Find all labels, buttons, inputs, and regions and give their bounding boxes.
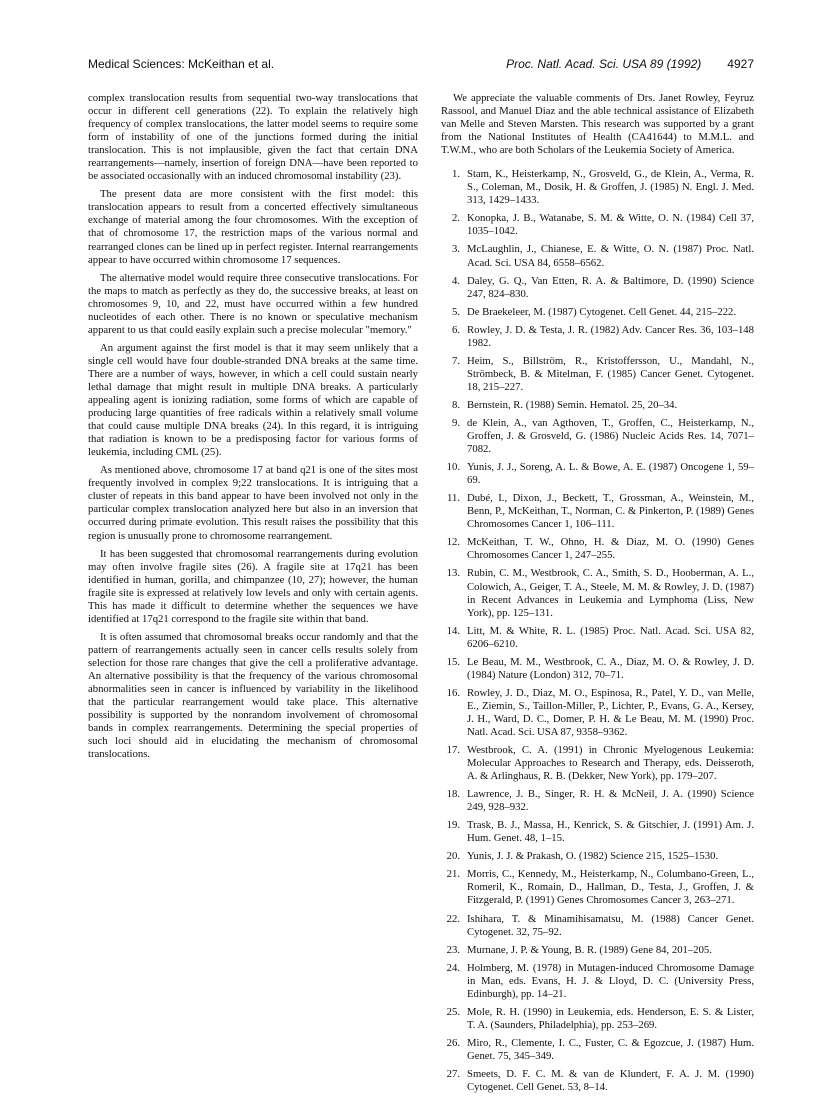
running-head-right bbox=[506, 57, 754, 71]
reference-item bbox=[441, 461, 754, 487]
reference-text: Miro, R., Clemente, I. C., Fuster, C. & Egozcue, J. (1987) Hum. Genet. 75, 345–349. bbox=[467, 1036, 754, 1062]
body-paragraph: The alternative model would require three consecutive translocations. For the maps to match as perfectly as they do, the successive breaks, at least on chromosomes 9, 10, and 22, must have occurred within a few hundred nucleotides of each other. There is no known or speculative mechanism apparent to us that could easily explain such a precise molecular "memory." bbox=[88, 271, 418, 336]
left-column bbox=[88, 92, 418, 766]
reference-item bbox=[441, 168, 754, 207]
reference-text: Ishihara, T. & Minamihisamatsu, M. (1988) Cancer Genet. Cytogenet. 32, 75–92. bbox=[467, 912, 754, 938]
reference-item bbox=[441, 243, 754, 269]
reference-text: Westbrook, C. A. (1991) in Chronic Myelogenous Leukemia: Molecular Approaches to Research and Therapy, eds. Deisseroth, A. & Arlinghaus, R. B. (Dekker, New York), pp. 179–207. bbox=[467, 744, 754, 783]
reference-text: Yunis, J. J. & Prakash, O. (1982) Science 215, 1525–1530. bbox=[467, 850, 719, 863]
body-paragraph: The present data are more consistent with the first model: this translocation appears to result from a concerted effectively simultaneous exchange of material among the four chromosomes. With the exception of that of chromosome 17, the restriction maps of the various normal and rearranged clones can be lined up in perfect register. Internal rearrangements appear to have occurred within chromosome 17 sequences. bbox=[88, 188, 418, 266]
reference-number: 6. bbox=[451, 323, 460, 336]
reference-item bbox=[441, 492, 754, 531]
reference-number: 3. bbox=[451, 243, 460, 256]
reference-text: Rowley, J. D. & Testa, J. R. (1982) Adv. Cancer Res. 36, 103–148 1982. bbox=[467, 323, 754, 349]
reference-list bbox=[441, 168, 754, 1094]
reference-text: Rubin, C. M., Westbrook, C. A., Smith, S. D., Hooberman, A. L., Colowich, A., Geiger, T. A., Steele, M. M. & Rowley, J. D. (1987) in Recent Advances in Leukemia and Lymphoma (Liss, New York), pp. 125–131. bbox=[467, 567, 754, 619]
reference-text: Mole, R. H. (1990) in Leukemia, eds. Henderson, E. S. & Lister, T. A. (Saunders, Philadelphia), pp. 253–269. bbox=[467, 1005, 754, 1031]
reference-number: 21. bbox=[446, 868, 460, 881]
reference-item bbox=[441, 567, 754, 619]
reference-item bbox=[441, 1006, 754, 1032]
reference-number: 4. bbox=[451, 274, 460, 287]
reference-text: Murnane, J. P. & Young, B. R. (1989) Gene 84, 201–205. bbox=[467, 943, 712, 956]
reference-item bbox=[441, 1068, 754, 1094]
reference-number: 18. bbox=[446, 788, 460, 801]
reference-item bbox=[441, 868, 754, 907]
reference-item bbox=[441, 850, 754, 863]
reference-number: 24. bbox=[446, 961, 460, 974]
reference-text: De Braekeleer, M. (1987) Cytogenet. Cell Genet. 44, 215–222. bbox=[467, 305, 737, 318]
reference-text: de Klein, A., van Agthoven, T., Groffen, C., Heisterkamp, N., Groffen, J. & Grosveld, G. (1986) Nucleic Acids Res. 14, 7071–7082. bbox=[467, 416, 754, 456]
reference-text: Le Beau, M. M., Westbrook, C. A., Diaz, M. O. & Rowley, J. D. (1984) Nature (London) 312, 70–71. bbox=[467, 655, 754, 681]
reference-item bbox=[441, 656, 754, 682]
reference-number: 13. bbox=[446, 567, 460, 580]
reference-number: 26. bbox=[446, 1036, 460, 1049]
reference-text: Konopka, J. B., Watanabe, S. M. & Witte, O. N. (1984) Cell 37, 1035–1042. bbox=[467, 212, 754, 238]
body-paragraph: complex translocation results from sequential two-way translocations that occur in different cell generations (22). To explain the relatively high frequency of complex translocations, the latter model seems to require some form of instability of one of the junctions formed during the initial translocation. This is not implausible, given the fact that certain DNA rearrangements—namely, insertion of foreign DNA—have been reported to be associated occasionally with an induced chromosomal instability (23). bbox=[88, 92, 418, 183]
reference-text: Rowley, J. D., Diaz, M. O., Espinosa, R., Patel, Y. D., van Melle, E., Ziemin, S., Taillon-Miller, P., Lichter, P., Evans, G. A., Kersey, J. H., Ward, D. C., Domer, P. H. & Le Beau, M. M. (1990) Proc. Natl. Acad. Sci. USA 87, 9358–9362. bbox=[467, 686, 754, 738]
reference-item bbox=[441, 819, 754, 845]
reference-number: 10. bbox=[446, 461, 460, 474]
reference-number: 8. bbox=[451, 398, 460, 411]
reference-item bbox=[441, 687, 754, 739]
reference-item bbox=[441, 962, 754, 1001]
reference-number: 12. bbox=[446, 536, 460, 549]
reference-number: 9. bbox=[451, 416, 460, 429]
reference-text: Yunis, J. J., Soreng, A. L. & Bowe, A. E. (1987) Oncogene 1, 59–69. bbox=[467, 461, 754, 487]
reference-number: 22. bbox=[446, 912, 460, 925]
running-head-section: Medical Sciences: McKeithan et al. bbox=[88, 57, 275, 71]
reference-item bbox=[441, 913, 754, 939]
right-column bbox=[441, 92, 754, 1099]
reference-text: Morris, C., Kennedy, M., Heisterkamp, N., Columbano-Green, L., Romeril, K., Romain, D., Hallman, D., Testa, J., Groffen, J. & Fitzgerald, P. (1991) Genes Chromosomes Cancer 3, 263–271. bbox=[467, 868, 754, 907]
reference-text: Dubé, I., Dixon, J., Beckett, T., Grossman, A., Weinstein, M., Benn, P., McKeithan, T., Norman, C. & Pinkerton, P. (1989) Genes Chromosomes Cancer 1, 106–111. bbox=[467, 492, 754, 531]
reference-text: McKeithan, T. W., Ohno, H. & Diaz, M. O. (1990) Genes Chromosomes Cancer 1, 247–255. bbox=[467, 536, 754, 562]
reference-item bbox=[441, 399, 754, 412]
reference-number: 16. bbox=[446, 686, 460, 699]
reference-number: 25. bbox=[446, 1005, 460, 1018]
reference-item bbox=[441, 355, 754, 394]
running-head-journal: Proc. Natl. Acad. Sci. USA 89 (1992) bbox=[506, 57, 702, 71]
acknowledgment: We appreciate the valuable comments of Drs. Janet Rowley, Feyruz Rassool, and Manuel Diaz and the able technical assistance of Elizabeth van Melle and Steven Marsten. This research was supported by a grant from the National Institutes of Health (CA41644) to M.M.L. and T.W.M., who are both Scholars of the Leukemia Society of America. bbox=[441, 92, 754, 157]
reference-item bbox=[441, 306, 754, 319]
reference-item bbox=[441, 625, 754, 651]
reference-text: Daley, G. Q., Van Etten, R. A. & Baltimore, D. (1990) Science 247, 824–830. bbox=[467, 274, 754, 300]
reference-text: Litt, M. & White, R. L. (1985) Proc. Natl. Acad. Sci. USA 82, 6206–6210. bbox=[467, 624, 754, 650]
reference-item bbox=[441, 744, 754, 783]
reference-number: 20. bbox=[446, 850, 460, 863]
body-paragraph: As mentioned above, chromosome 17 at band q21 is one of the sites most frequently involved in complex 9;22 translocations. It is intriguing that a cluster of repeats in this band appear to have been involved not only in the particular complex translocation analyzed here but also in an inversion that occurred during primate evolution. This result raises the possibility that this region is unusually prone to chromosome rearrangement. bbox=[88, 464, 418, 542]
reference-number: 14. bbox=[446, 624, 460, 637]
reference-item bbox=[441, 212, 754, 238]
reference-text: McLaughlin, J., Chianese, E. & Witte, O. N. (1987) Proc. Natl. Acad. Sci. USA 84, 6558–6562. bbox=[467, 243, 754, 269]
reference-number: 2. bbox=[451, 212, 460, 225]
page-header bbox=[88, 57, 754, 73]
reference-item bbox=[441, 417, 754, 456]
reference-number: 23. bbox=[446, 943, 460, 956]
reference-number: 1. bbox=[451, 168, 460, 181]
reference-text: Trask, B. J., Massa, H., Kenrick, S. & Gitschier, J. (1991) Am. J. Hum. Genet. 48, 1–15. bbox=[467, 819, 754, 845]
reference-number: 15. bbox=[446, 655, 460, 668]
page-number: 4927 bbox=[727, 57, 754, 71]
reference-item bbox=[441, 1037, 754, 1063]
reference-item bbox=[441, 788, 754, 814]
reference-text: Heim, S., Billström, R., Kristoffersson, U., Mandahl, N., Strömbeck, B. & Mitelman, F. (1985) Cancer Genet. Cytogenet. 18, 215–227. bbox=[467, 354, 754, 393]
body-paragraph: It is often assumed that chromosomal breaks occur randomly and that the pattern of rearrangements actually seen in cancer cells results solely from selection for those rare changes that give the cell a proliferative advantage. An alternative possibility is that the frequency of the various chromosomal abnormalities seen in cancer is influenced by variability in the likelihood that the particular rearrangement would take place. This alternative possibility is supported by the nonrandom involvement of chromosomal bands in complex rearrangements. Determining the special properties of such loci should aid in elucidating the mechanism of chromosomal translocations. bbox=[88, 630, 418, 761]
reference-item bbox=[441, 275, 754, 301]
reference-number: 17. bbox=[446, 744, 460, 757]
reference-number: 27. bbox=[446, 1068, 460, 1080]
reference-item bbox=[441, 324, 754, 350]
reference-text: Bernstein, R. (1988) Semin. Hematol. 25, 20–34. bbox=[467, 398, 678, 411]
reference-text: Lawrence, J. B., Singer, R. H. & McNeil, J. A. (1990) Science 249, 928–932. bbox=[467, 788, 754, 814]
body-paragraph: An argument against the first model is that it may seem unlikely that a single cell would have four double-stranded DNA breaks at the same time. There are a number of ways, however, in which a cell could sustain nearly lethal damage that might result in multiple DNA breaks. A particularly appealing agent is ionizing radiation, some forms of which are capable of producing large quantities of free radicals within a relatively small volume that could cause multiple DNA breaks (24). In this regard, it is intriguing that radiation is known to be a predisposing factor for various forms of leukemia, including CML (25). bbox=[88, 341, 418, 459]
reference-number: 7. bbox=[451, 354, 460, 367]
reference-text: Stam, K., Heisterkamp, N., Grosveld, G., de Klein, A., Verma, R. S., Coleman, M., Dosik, H. & Groffen, J. (1985) N. Engl. J. Med. 313, 1429–1433. bbox=[467, 168, 754, 207]
body-paragraph: It has been suggested that chromosomal rearrangements during evolution may often involve fragile sites (26). A fragile site at 17q21 has been identified in human, gorilla, and chimpanzee (10, 27); however, the human fragile site is expressed at relatively low levels and only with certain agents. This has made it difficult to determine whether the sequences we have identified at 17q21 correspond to the fragile site within that band. bbox=[88, 547, 418, 625]
reference-number: 19. bbox=[446, 819, 460, 832]
reference-item bbox=[441, 944, 754, 957]
reference-number: 11. bbox=[447, 492, 460, 505]
reference-text: Holmberg, M. (1978) in Mutagen-induced Chromosome Damage in Man, eds. Evans, H. J. & Lloyd, D. C. (University Press, Edinburgh), pp. 14–21. bbox=[467, 961, 754, 1000]
reference-text: Smeets, D. F. C. M. & van de Klundert, F. A. J. M. (1990) Cytogenet. Cell Genet. 53, 8–14. bbox=[467, 1068, 754, 1094]
reference-item bbox=[441, 536, 754, 562]
reference-number: 5. bbox=[451, 305, 460, 318]
